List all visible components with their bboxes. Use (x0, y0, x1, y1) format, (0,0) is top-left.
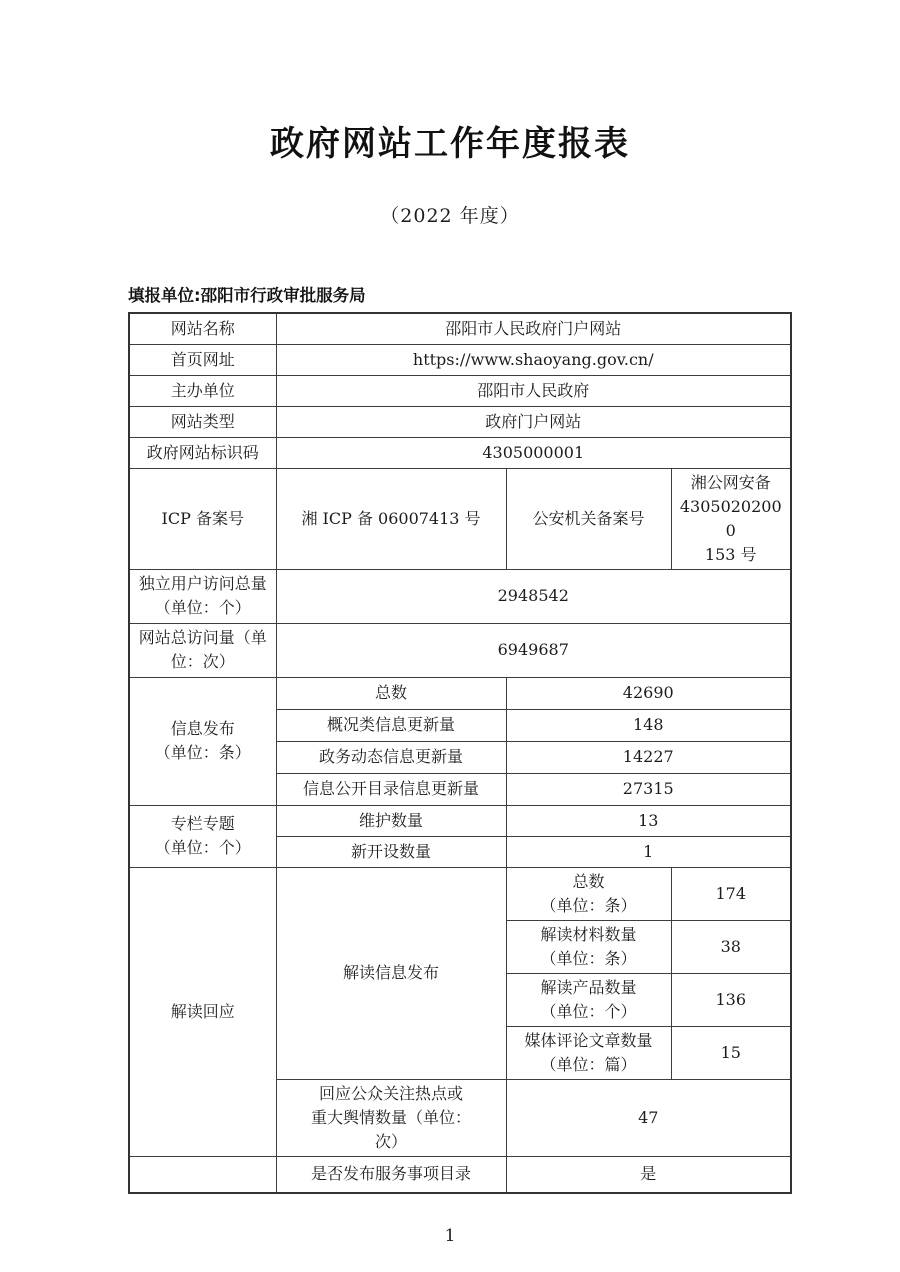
host-unit-label: 主办单位 (129, 375, 276, 406)
page-number: 1 (444, 1226, 456, 1246)
info-total-value: 42690 (506, 677, 791, 709)
hotspot-label-line2: 重大舆情数量（单位： (310, 1107, 471, 1127)
table-row-interp-total (129, 867, 791, 920)
interp-product-unit: （单位：个） (540, 1001, 637, 1021)
filing-unit: 填报单位:邵阳市行政审批服务局 (128, 286, 366, 305)
special-new-value: 1 (506, 836, 791, 867)
site-name-value: 邵阳市人民政府门户网站 (276, 313, 791, 344)
special-maintain-label: 维护数量 (276, 805, 506, 836)
interp-media-name: 媒体评论文章数量 (524, 1030, 653, 1050)
table-row-special-maintain (129, 805, 791, 836)
info-dynamic-value: 14227 (506, 741, 791, 773)
interp-media-label (506, 1026, 671, 1079)
info-catalog-value: 27315 (506, 773, 791, 805)
interp-total-name: 总数 (572, 871, 605, 891)
site-name-label: 网站名称 (129, 313, 276, 344)
police-filing-line2: 43050202000 (679, 496, 782, 540)
table-row-service-catalog (129, 1156, 791, 1193)
info-publish-group-label (129, 677, 276, 805)
site-type-label: 网站类型 (129, 406, 276, 437)
host-unit-value: 邵阳市人民政府 (276, 375, 791, 406)
table-row-host-unit (129, 375, 791, 406)
interp-product-value: 136 (671, 973, 791, 1026)
police-filing-line1: 湘公网安备 (690, 472, 771, 492)
table-row-homepage-url (129, 344, 791, 375)
hotspot-label-line3: 次） (374, 1131, 407, 1151)
total-visits-label: 网站总访问量（单位：次） (129, 623, 276, 677)
site-type-value: 政府门户网站 (276, 406, 791, 437)
police-filing-label: 公安机关备案号 (506, 468, 671, 569)
icp-label: ICP 备案号 (129, 468, 276, 569)
homepage-url-value: https://www.shaoyang.gov.cn/ (276, 344, 791, 375)
table-row-unique-visitors (129, 569, 791, 623)
interp-product-name: 解读产品数量 (540, 977, 637, 997)
interp-total-value: 174 (671, 867, 791, 920)
service-catalog-label: 是否发布服务事项目录 (276, 1156, 506, 1193)
service-catalog-value: 是 (506, 1156, 791, 1193)
special-columns-group-label (129, 805, 276, 867)
interp-material-name: 解读材料数量 (540, 924, 637, 944)
total-visits-value: 6949687 (276, 623, 791, 677)
hotspot-label (276, 1079, 506, 1156)
table-row-icp (129, 468, 791, 569)
icp-value: 湘 ICP 备 06007413 号 (276, 468, 506, 569)
info-overview-value: 148 (506, 709, 791, 741)
homepage-url-label: 首页网址 (129, 344, 276, 375)
special-columns-group-unit: （单位：个） (154, 838, 251, 857)
interpretation-group-label: 解读回应 (129, 867, 276, 1156)
unique-visitors-value: 2948542 (276, 569, 791, 623)
special-maintain-value: 13 (506, 805, 791, 836)
special-new-label: 新开设数量 (276, 836, 506, 867)
info-dynamic-label: 政务动态信息更新量 (276, 741, 506, 773)
hotspot-value: 47 (506, 1079, 791, 1156)
interp-product-label (506, 973, 671, 1026)
annual-report-table (128, 312, 792, 1194)
interpretation-subgroup-label: 解读信息发布 (276, 867, 506, 1079)
police-filing-value (671, 468, 791, 569)
table-row-total-visits (129, 623, 791, 677)
special-columns-group-name: 专栏专题 (170, 814, 235, 833)
info-overview-label: 概况类信息更新量 (276, 709, 506, 741)
unique-visitors-label: 独立用户访问总量（单位：个） (129, 569, 276, 623)
page-subtitle: （2022 年度） (380, 205, 520, 227)
interp-material-label (506, 920, 671, 973)
site-id-code-label: 政府网站标识码 (129, 437, 276, 468)
interp-total-label (506, 867, 671, 920)
page-title: 政府网站工作年度报表 (270, 124, 630, 164)
empty-cell (129, 1156, 276, 1193)
info-catalog-label: 信息公开目录信息更新量 (276, 773, 506, 805)
police-filing-line3: 153 号 (704, 544, 757, 564)
info-publish-group-unit: （单位：条） (154, 743, 251, 762)
table-row-site-type (129, 406, 791, 437)
interp-media-value: 15 (671, 1026, 791, 1079)
info-publish-group-name: 信息发布 (170, 719, 235, 738)
site-id-code-value: 4305000001 (276, 437, 791, 468)
interp-material-value: 38 (671, 920, 791, 973)
info-total-label: 总数 (276, 677, 506, 709)
table-row-site-name (129, 313, 791, 344)
interp-material-unit: （单位：条） (540, 948, 637, 968)
interp-total-unit: （单位：条） (540, 895, 637, 915)
hotspot-label-line1: 回应公众关注热点或 (318, 1083, 463, 1103)
table-row-site-id-code (129, 437, 791, 468)
interp-media-unit: （单位：篇） (540, 1054, 637, 1074)
table-row-info-total (129, 677, 791, 709)
